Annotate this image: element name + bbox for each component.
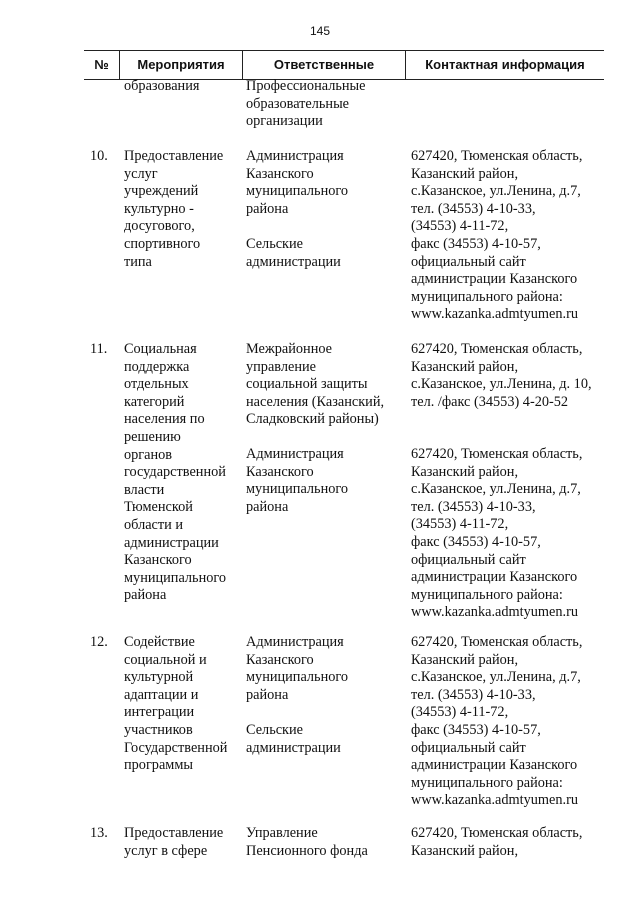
event-cell: Предоставление услуг в сфере <box>124 825 224 859</box>
table-header <box>84 50 604 80</box>
event-cell: Содействие социальной и культурной адаптации и интеграции участников Государственной программы <box>124 634 228 774</box>
responsible-cell: Администрация Казанского муниципального района <box>246 148 349 217</box>
event-cell: образования <box>124 78 200 94</box>
page-number: 145 <box>309 24 331 38</box>
responsible-cell: Администрация Казанского муниципального района <box>246 634 349 703</box>
event-cell: Предоставление услуг учреждений культурно - досугового, спортивного типа <box>124 148 224 270</box>
responsible-cell: Управление Пенсионного фонда <box>246 825 368 859</box>
contact-cell: 627420, Тюменская область, Казанский район, с.Казанское, ул.Ленина, д.7, тел. (34553) 4-10-33, (34553) 4-11-72, факс (34553) 4-10-57, официальный сайт администрации Казанского муниципального района: www.kazanka.admtyumen.ru <box>411 634 583 809</box>
header-number: № <box>94 57 109 72</box>
contact-cell: 627420, Тюменская область, Казанский район, с.Казанское, ул.Ленина, д.7, тел. (34553) 4-10-33, (34553) 4-11-72, факс (34553) 4-10-57, официальный сайт администрации Казанского муниципального района: www.kazanka.admtyumen.ru <box>411 446 583 621</box>
header-contacts: Контактная информация <box>425 57 585 72</box>
responsible-cell: Сельские администрации <box>246 236 341 270</box>
header-events: Мероприятия <box>137 57 225 72</box>
row-number: 13. <box>90 825 108 841</box>
contact-cell: 627420, Тюменская область, Казанский район, <box>411 825 583 859</box>
responsible-cell: Профессиональные образовательные организации <box>246 78 366 130</box>
contact-cell: 627420, Тюменская область, Казанский район, с.Казанское, ул.Ленина, д. 10, тел. /факс (34553) 4-20-52 <box>411 341 592 410</box>
responsible-cell: Администрация Казанского муниципального района <box>246 446 349 515</box>
responsible-cell: Межрайонное управление социальной защиты населения (Казанский, Сладковский районы) <box>246 341 385 428</box>
header-responsible: Ответственные <box>273 57 375 72</box>
responsible-cell: Сельские администрации <box>246 722 341 756</box>
row-number: 11. <box>90 341 108 357</box>
event-cell: Социальная поддержка отдельных категорий населения по решению органов государственной власти Тюменской области и администрации Казанского муниципального района <box>124 341 227 604</box>
row-number: 12. <box>90 634 108 650</box>
row-number: 10. <box>90 148 108 164</box>
contact-cell: 627420, Тюменская область, Казанский район, с.Казанское, ул.Ленина, д.7, тел. (34553) 4-10-33, (34553) 4-11-72, факс (34553) 4-10-57, официальный сайт администрации Казанского муниципального района: www.kazanka.admtyumen.ru <box>411 148 583 323</box>
